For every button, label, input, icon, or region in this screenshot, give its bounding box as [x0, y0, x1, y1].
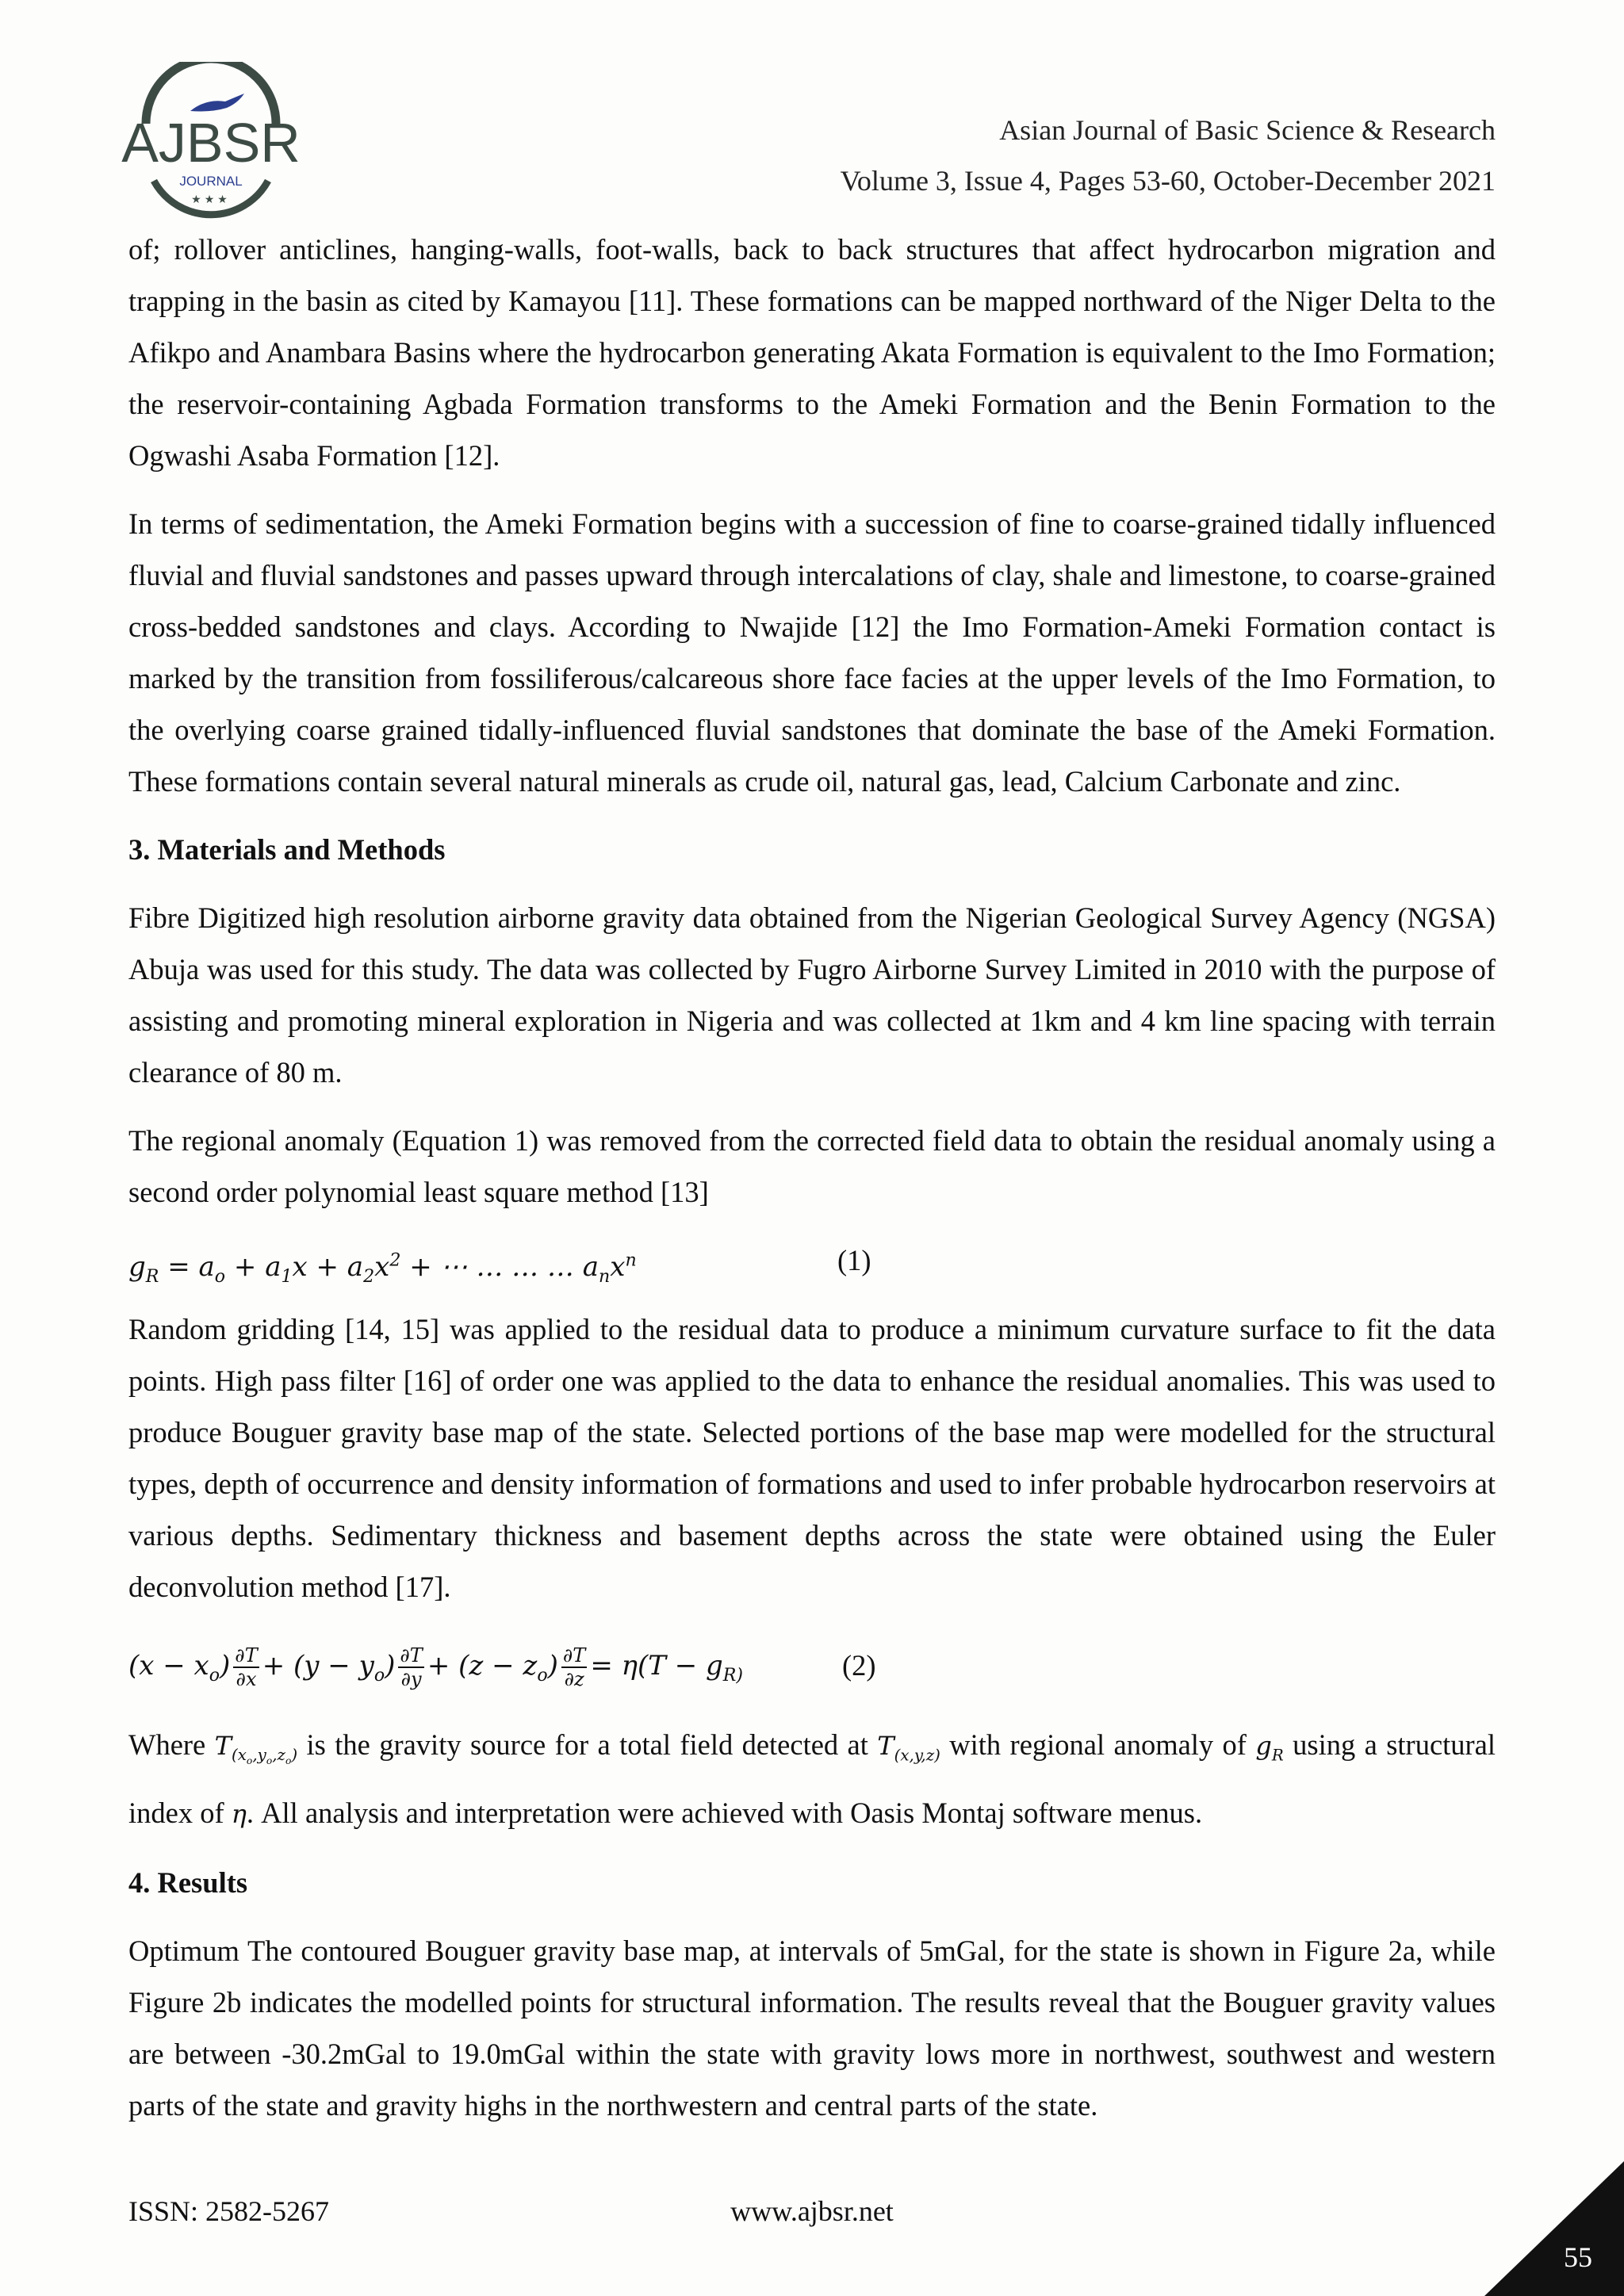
paragraph: In terms of sedimentation, the Ameki Formation begins with a succession of fine to coarse-grained tidally influenced fluvial and fluvial sandstones and passes upward through intercalations of clay, shale and limestone, to coarse-grained cross-bedded sandstones and clays. According to Nwajide [12] the Imo Formation-Ameki Formation contact is marked by the transition from fossiliferous/calcareous shore face facies at the upper levels of the Imo Formation, to the overlying coarse grained tidally-influenced fluvial sandstones that dominate the base of the Ameki Formation. These formations contain several natural minerals as crude oil, natural gas, lead, Calcium Carbonate and zinc.	[128, 507, 1496, 798]
equation-2-number: (2)	[842, 1649, 876, 1682]
article-body	[128, 224, 1496, 2148]
bird-icon	[190, 94, 244, 112]
logo-stars: ★★★	[191, 193, 231, 206]
section-heading: 4. Results	[128, 1866, 248, 1900]
logo-sub-text: JOURNAL	[179, 174, 243, 189]
journal-header	[841, 105, 1496, 206]
equation-1-formula: $g_R = a_o + a_1x + a_2x^2$ + ⋯ … … … $a_nx^n$	[128, 1250, 637, 1288]
ajbsr-logo	[117, 62, 304, 224]
paragraph: Random gridding [14, 15] was applied to the residual data to produce a minimum curvature surface to fit the data points. High pass filter [16] of order one was applied to the data to enhance the residual anomalies. This was used to produce Bouguer gravity base map of the state. Selected portions of the base map were modelled for the structural types, depth of occurrence and density information of formations and used to infer probable hydrocarbon reservoirs at various depths. Sedimentary thickness and basement depths across the state were obtained using the Euler deconvolution method [17].	[128, 1313, 1496, 1603]
page-number: 55	[1564, 2241, 1592, 2273]
paragraph: The regional anomaly (Equation 1) was removed from the corrected field data to obtain the residual anomaly using a second order polynomial least square method [13]	[128, 1124, 1496, 1208]
equation-2-formula: $(x - x_o)$ $\frac{\partial T}{\partial x}$ + $(y - y_o)$ $\frac{\partial T}{\partial y}$ + $(z - z_o)$ $\frac{\partial T}{\partial z}$ = $\eta(T - g_{R)}$	[128, 1644, 744, 1690]
page-corner	[1484, 2161, 1624, 2296]
issn: ISSN: 2582-5267	[128, 2195, 330, 2227]
equation-1-number: (1)	[837, 1244, 871, 1276]
paragraph: Optimum The contoured Bouguer gravity base map, at intervals of 5mGal, for the state is shown in Figure 2a, while Figure 2b indicates the modelled points for structural information. The results reveal that the Bouguer gravity values are between -30.2mGal to 19.0mGal within the state with gravity lows more in northwest, southwest and western parts of the state and gravity highs in the northwestern and central parts of the state.	[128, 1934, 1496, 2122]
volume-info: Volume 3, Issue 4, Pages 53-60, October-December 2021	[840, 165, 1496, 197]
journal-name: Asian Journal of Basic Science & Research	[999, 114, 1496, 146]
equation-2	[128, 1629, 1496, 1702]
paragraph-where: Where $T_{(x_o,y_o,z_o)}$ is the gravity source for a total field detected at $T_{(x,y,z)}$ with regional anomaly of $g_R$ using a structural index of η. All analysis and interpretation were achieved with Oasis Montaj software menus.	[128, 1728, 1496, 1830]
journal-website[interactable]: www.ajbsr.net	[730, 2195, 894, 2227]
paragraph: Fibre Digitized high resolution airborne gravity data obtained from the Nigerian Geological Survey Agency (NGSA) Abuja was used for this study. The data was collected by Fugro Airborne Survey Limited in 2010 with the purpose of assisting and promoting mineral exploration in Nigeria and was collected at 1km and 4 km line spacing with terrain clearance of 80 m.	[128, 901, 1496, 1089]
equation-1	[128, 1234, 1496, 1287]
logo-main-text: AJBSR	[121, 112, 301, 174]
section-heading: 3. Materials and Methods	[128, 833, 446, 866]
paragraph: of; rollover anticlines, hanging-walls, foot-walls, back to back structures that affect hydrocarbon migration and trapping in the basin as cited by Kamayou [11]. These formations can be mapped northward of the Niger Delta to the Afikpo and Anambara Basins where the hydrocarbon generating Akata Formation is equivalent to the Imo Formation; the reservoir-containing Agbada Formation transforms to the Ameki Formation and the Benin Formation to the Ogwashi Asaba Formation [12].	[128, 233, 1496, 472]
